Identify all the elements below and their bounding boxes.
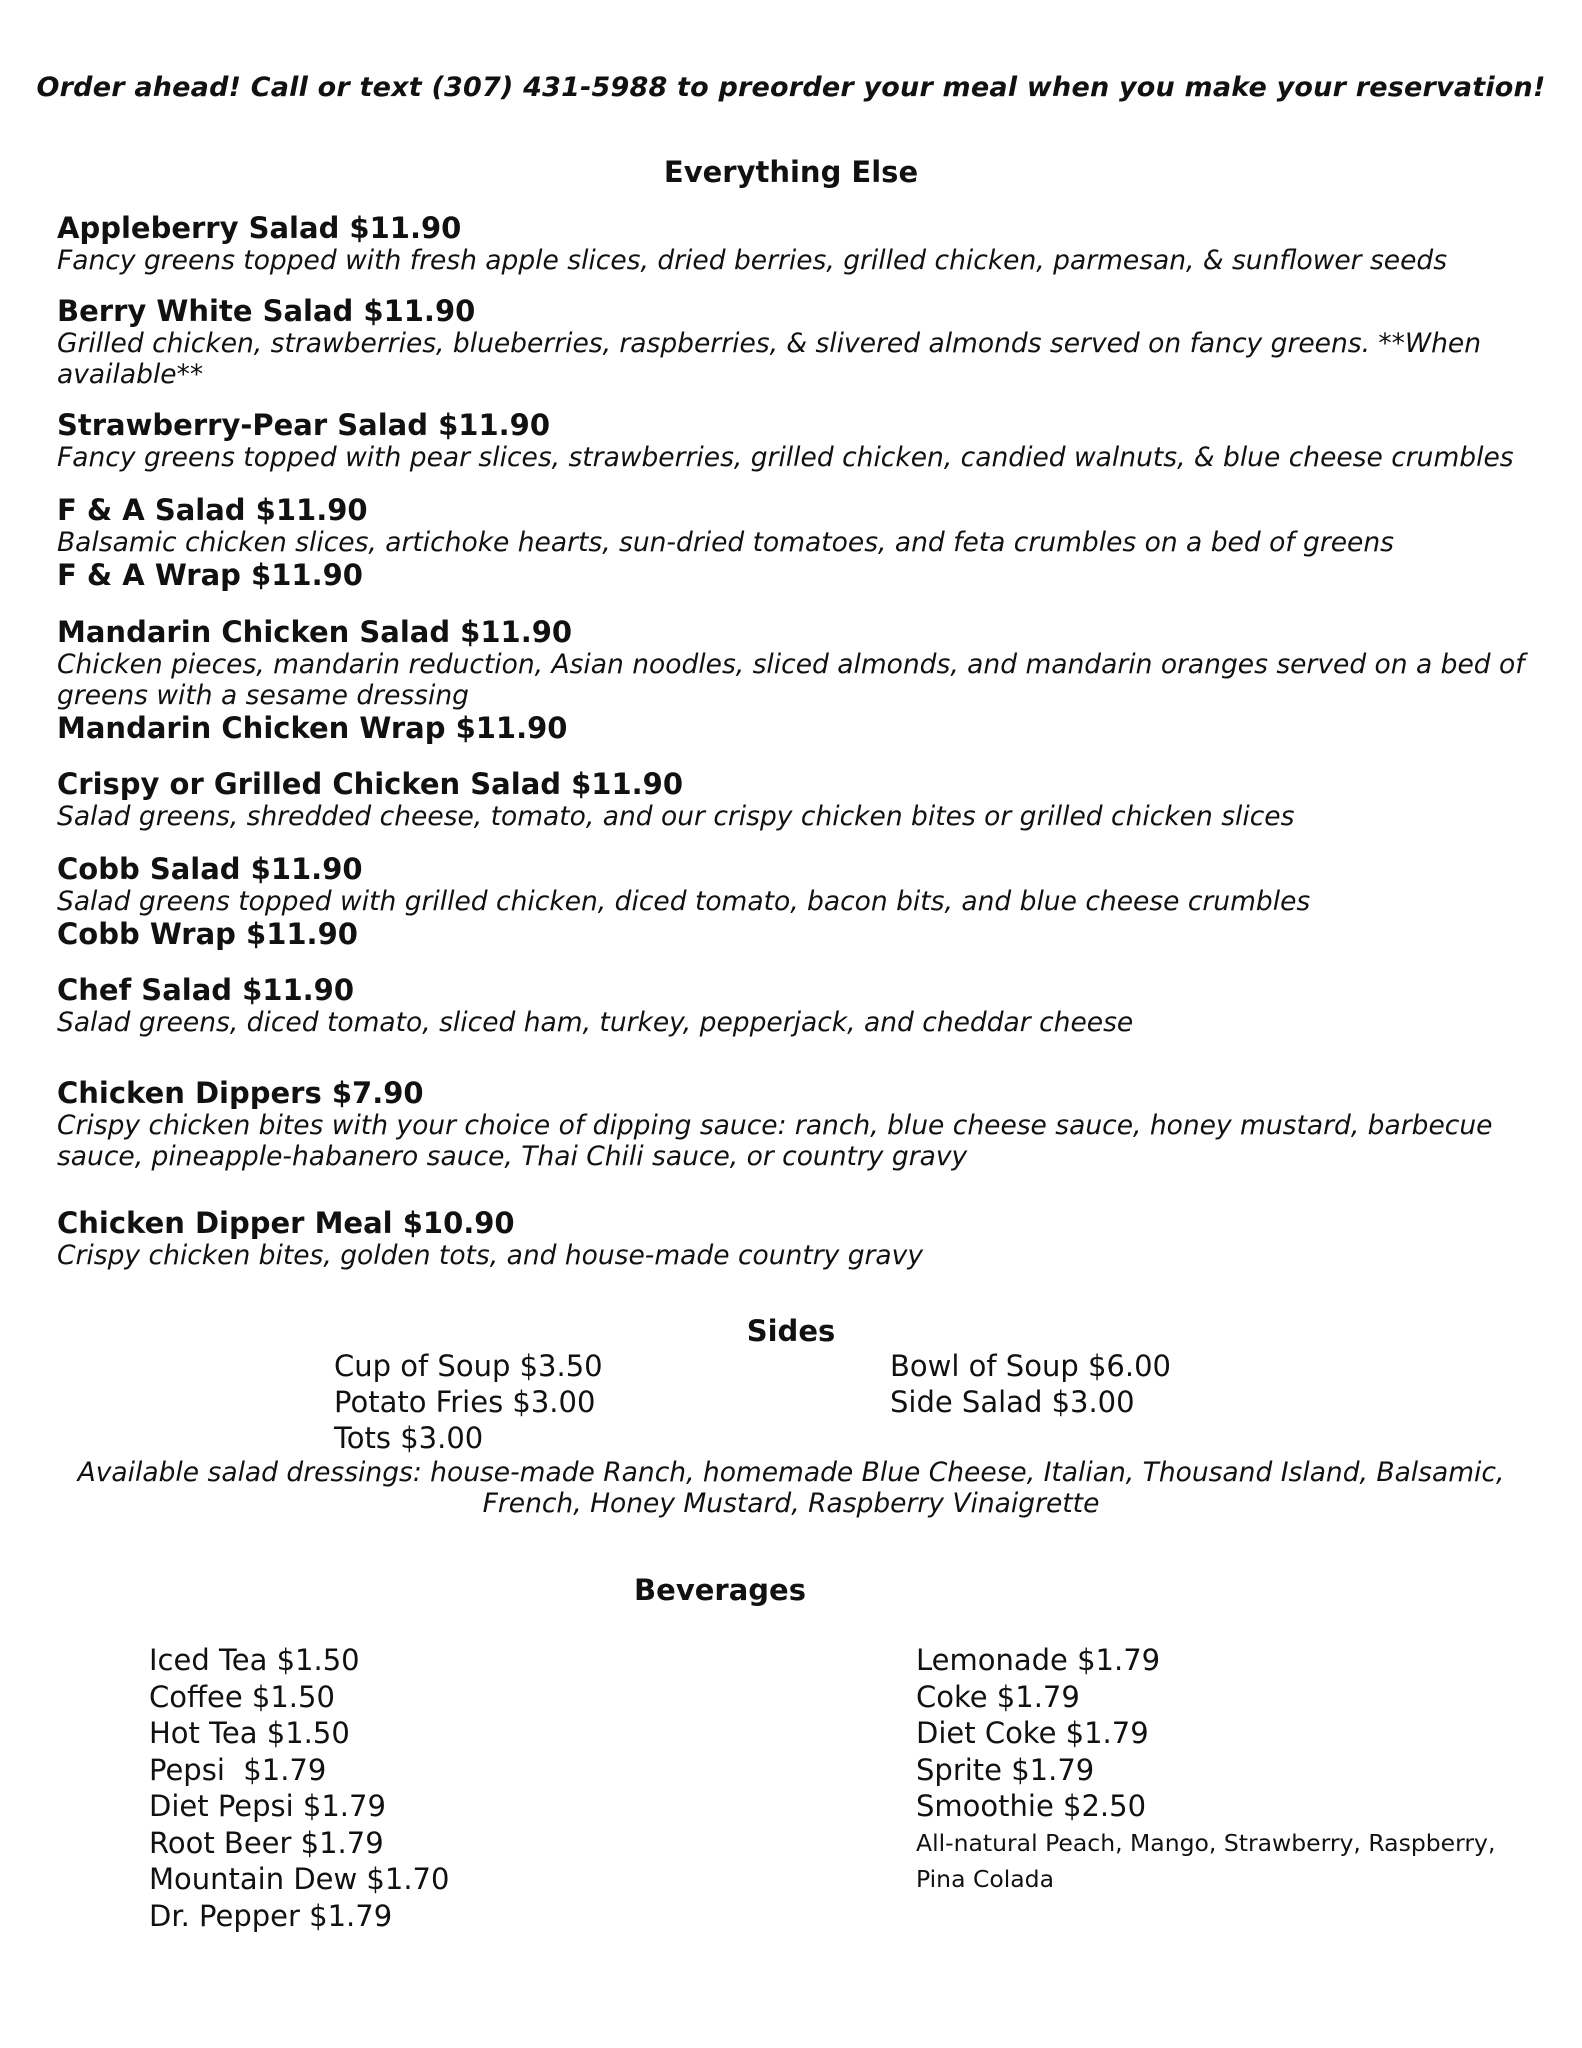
side-item: Tots $3.00	[334, 1421, 484, 1455]
item-name: Appleberry Salad $11.90	[57, 211, 462, 245]
salad-dressings-note: Available salad dressings: house-made Ranch, homemade Blue Cheese, Italian, Thousand Island, Balsamic, French, Honey Mustard, Raspberry Vinaigrette	[77, 1457, 1505, 1519]
menu-item-mandarin-chicken-salad	[57, 615, 1537, 745]
item-description: Fancy greens topped with pear slices, strawberries, grilled chicken, candied walnuts, & blue cheese crumbles	[57, 442, 1514, 473]
beverage-item: Diet Coke $1.79	[916, 1716, 1149, 1750]
section-title-beverages: Beverages	[634, 1573, 806, 1607]
side-item: Cup of Soup $3.50	[334, 1349, 603, 1383]
item-name: Cobb Salad $11.90	[57, 852, 363, 886]
item-name-wrap: Cobb Wrap $11.90	[57, 917, 358, 951]
item-description: Crispy chicken bites with your choice of dipping sauce: ranch, blue cheese sauce, honey mustard, barbecue sauce, pineapple-habanero sauce, Thai Chili sauce, or country gravy	[57, 1110, 1493, 1172]
menu-item-crispy-grilled-chicken-salad	[57, 767, 1537, 832]
menu-item-f-and-a-salad	[57, 493, 1537, 592]
item-description: Chicken pieces, mandarin reduction, Asian noodles, sliced almonds, and mandarin oranges served on a bed of greens with a sesame dressing	[57, 649, 1525, 711]
item-name: Chicken Dipper Meal $10.90	[57, 1206, 515, 1240]
sides-left-column	[334, 1348, 603, 1456]
item-description: Salad greens, shredded cheese, tomato, and our crispy chicken bites or grilled chicken slices	[57, 801, 1295, 832]
beverage-item: Mountain Dew $1.70	[149, 1862, 450, 1896]
menu-item-chicken-dipper-meal	[57, 1206, 1537, 1271]
beverage-item: Pepsi $1.79	[149, 1752, 327, 1787]
item-name: Chicken Dippers $7.90	[57, 1076, 424, 1110]
menu-item-strawberry-pear-salad	[57, 408, 1537, 473]
side-item: Side Salad $3.00	[890, 1385, 1135, 1419]
beverages-right-column	[916, 1642, 1536, 1897]
item-name: Strawberry-Pear Salad $11.90	[57, 408, 550, 442]
item-name: Berry White Salad $11.90	[57, 294, 476, 328]
beverage-item: Lemonade $1.79	[916, 1643, 1161, 1677]
menu-item-chef-salad	[57, 973, 1537, 1038]
preorder-banner: Order ahead! Call or text (307) 431-5988 to preorder your meal when you make your reservation!	[36, 72, 1546, 103]
beverage-item: Dr. Pepper $1.79	[149, 1898, 393, 1933]
item-description: Fancy greens topped with fresh apple slices, dried berries, grilled chicken, parmesan, & sunflower seeds	[57, 245, 1448, 276]
side-item: Bowl of Soup $6.00	[890, 1349, 1171, 1383]
item-name: Mandarin Chicken Salad $11.90	[57, 615, 573, 649]
item-description: Salad greens topped with grilled chicken, diced tomato, bacon bits, and blue cheese crumbles	[57, 886, 1311, 917]
item-name-wrap: F & A Wrap $11.90	[57, 558, 363, 592]
menu-item-cobb-salad	[57, 852, 1537, 951]
menu-item-appleberry-salad	[57, 211, 1537, 276]
item-name: Chef Salad $11.90	[57, 973, 355, 1007]
beverage-item: Iced Tea $1.50	[149, 1643, 360, 1677]
beverage-item: Coffee $1.50	[149, 1679, 335, 1714]
menu-item-chicken-dippers	[57, 1076, 1537, 1172]
section-title-everything-else: Everything Else	[663, 155, 919, 189]
beverage-item: Smoothie $2.50	[916, 1789, 1147, 1823]
beverage-item: Diet Pepsi $1.79	[149, 1789, 386, 1823]
beverage-item: Coke $1.79	[916, 1679, 1080, 1714]
beverages-left-column	[149, 1642, 449, 1934]
menu-item-berry-white-salad	[57, 294, 1537, 390]
item-description: Balsamic chicken slices, artichoke hearts, sun-dried tomatoes, and feta crumbles on a bed of greens	[57, 527, 1394, 558]
side-item: Potato Fries $3.00	[334, 1385, 596, 1419]
sides-right-column	[890, 1348, 1171, 1420]
item-name: Crispy or Grilled Chicken Salad $11.90	[57, 767, 684, 801]
item-description: Crispy chicken bites, golden tots, and house-made country gravy	[57, 1240, 924, 1271]
smoothie-flavors-note: All-natural Peach, Mango, Strawberry, Raspberry, Pina Colada	[916, 1828, 1496, 1893]
beverage-item: Hot Tea $1.50	[149, 1716, 350, 1750]
item-name-wrap: Mandarin Chicken Wrap $11.90	[57, 711, 568, 745]
item-description: Salad greens, diced tomato, sliced ham, turkey, pepperjack, and cheddar cheese	[57, 1007, 1134, 1038]
section-title-sides: Sides	[746, 1314, 836, 1348]
item-name: F & A Salad $11.90	[57, 493, 368, 527]
beverage-item: Root Beer $1.79	[149, 1825, 384, 1860]
beverage-item: Sprite $1.79	[916, 1752, 1095, 1787]
item-description: Grilled chicken, strawberries, blueberries, raspberries, & slivered almonds served on fancy greens. **When available**	[57, 328, 1482, 390]
